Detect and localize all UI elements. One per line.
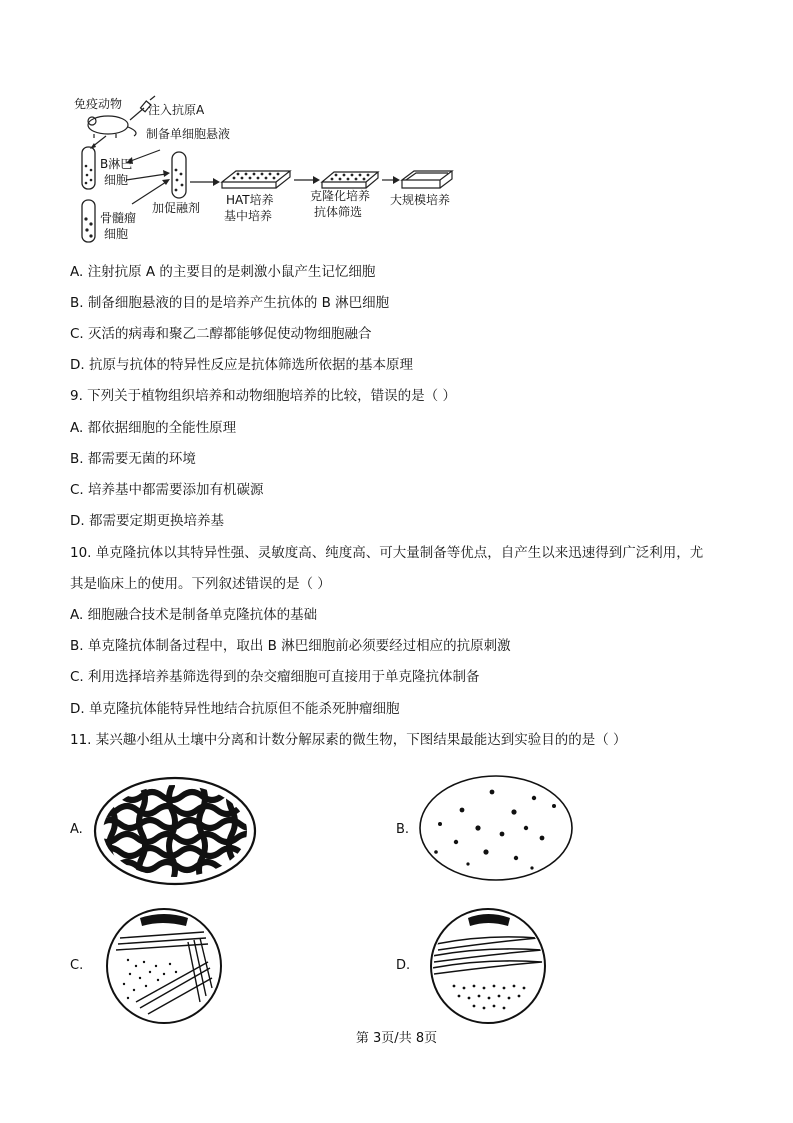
q11-option-c-label: C. [70,958,84,973]
label-myeloma-1: 骨髓瘤 [100,211,137,225]
b-lymphocyte-tube-icon [82,147,95,189]
q8-option-c: C. 灭活的病毒和聚乙二醇都能够促使动物细胞融合 [70,326,372,342]
q10-stem-line-1: 10. 单克隆抗体以其特异性强、灵敏度高、纯度高、可大量制备等优点，自产生以来迅速得到广泛利用，尤 [70,545,704,561]
plate-c-streak-plate [100,908,230,1024]
q10-stem-line-2: 其是临床上的使用。下列叙述错误的是（ ） [70,576,331,592]
hat-plate-icon [222,171,290,188]
q9-stem: 9. 下列关于植物组织培养和动物细胞培养的比较，错误的是（ ） [70,388,456,404]
label-hat-1: HAT培养 [226,193,274,207]
q10-option-d: D. 单克隆抗体能特异性地结合抗原但不能杀死肿瘤细胞 [70,701,400,717]
label-clone-2: 抗体筛选 [314,205,363,219]
q9-option-b: B. 都需要无菌的环境 [70,451,196,467]
q11-option-a-label: A. [70,822,83,837]
q8-option-b: B. 制备细胞悬液的目的是培养产生抗体的 B 淋巴细胞 [70,295,390,311]
myeloma-tube-icon [82,200,95,242]
label-b-lymph-2: 细胞 [104,173,129,187]
plate-a-dense-lawn [92,776,262,888]
q10-option-a: A. 细胞融合技术是制备单克隆抗体的基础 [70,607,318,623]
label-prepare-suspension: 制备单细胞悬液 [146,127,231,141]
q9-option-a: A. 都依据细胞的全能性原理 [70,420,237,436]
label-clone-1: 克隆化培养 [310,189,371,203]
q9-option-d: D. 都需要定期更换培养基 [70,513,224,529]
plate-b-isolated-colonies [416,772,576,884]
q10-option-c: C. 利用选择培养基筛选得到的杂交瘤细胞可直接用于单克隆抗体制备 [70,669,480,685]
q8-option-a: A. 注射抗原 A 的主要目的是刺激小鼠产生记忆细胞 [70,264,376,280]
clone-plate-icon [322,172,378,188]
q11-stem: 11. 某兴趣小组从土壤中分离和计数分解尿素的微生物，下图结果最能达到实验目的的是（ ） [70,732,627,748]
plate-d-parallel-streaks [424,908,554,1024]
label-immune-animal: 免疫动物 [74,97,123,111]
label-hat-2: 基中培养 [224,209,273,223]
page-footer: 第 3页/共 8页 [355,1031,438,1046]
workflow-diagram [60,92,470,252]
q11-option-b-label: B. [396,822,410,837]
mouse-icon [88,116,136,138]
q8-option-d: D. 抗原与抗体的特异性反应是抗体筛选所依据的基本原理 [70,357,413,373]
large-scale-tray-icon [402,171,452,188]
label-b-lymph-1: B淋巴 [100,157,133,171]
label-inject-antigen: 注入抗原A [148,103,205,117]
q9-option-c: C. 培养基中都需要添加有机碳源 [70,482,264,498]
label-fusion-agent: 加促融剂 [152,201,201,215]
q10-option-b: B. 单克隆抗体制备过程中，取出 B 淋巴细胞前必须要经过相应的抗原刺激 [70,638,511,654]
q11-option-d-label: D. [396,958,411,973]
label-myeloma-2: 细胞 [104,227,129,241]
label-large-scale: 大规模培养 [390,193,451,207]
fusion-tube-icon [172,152,186,198]
